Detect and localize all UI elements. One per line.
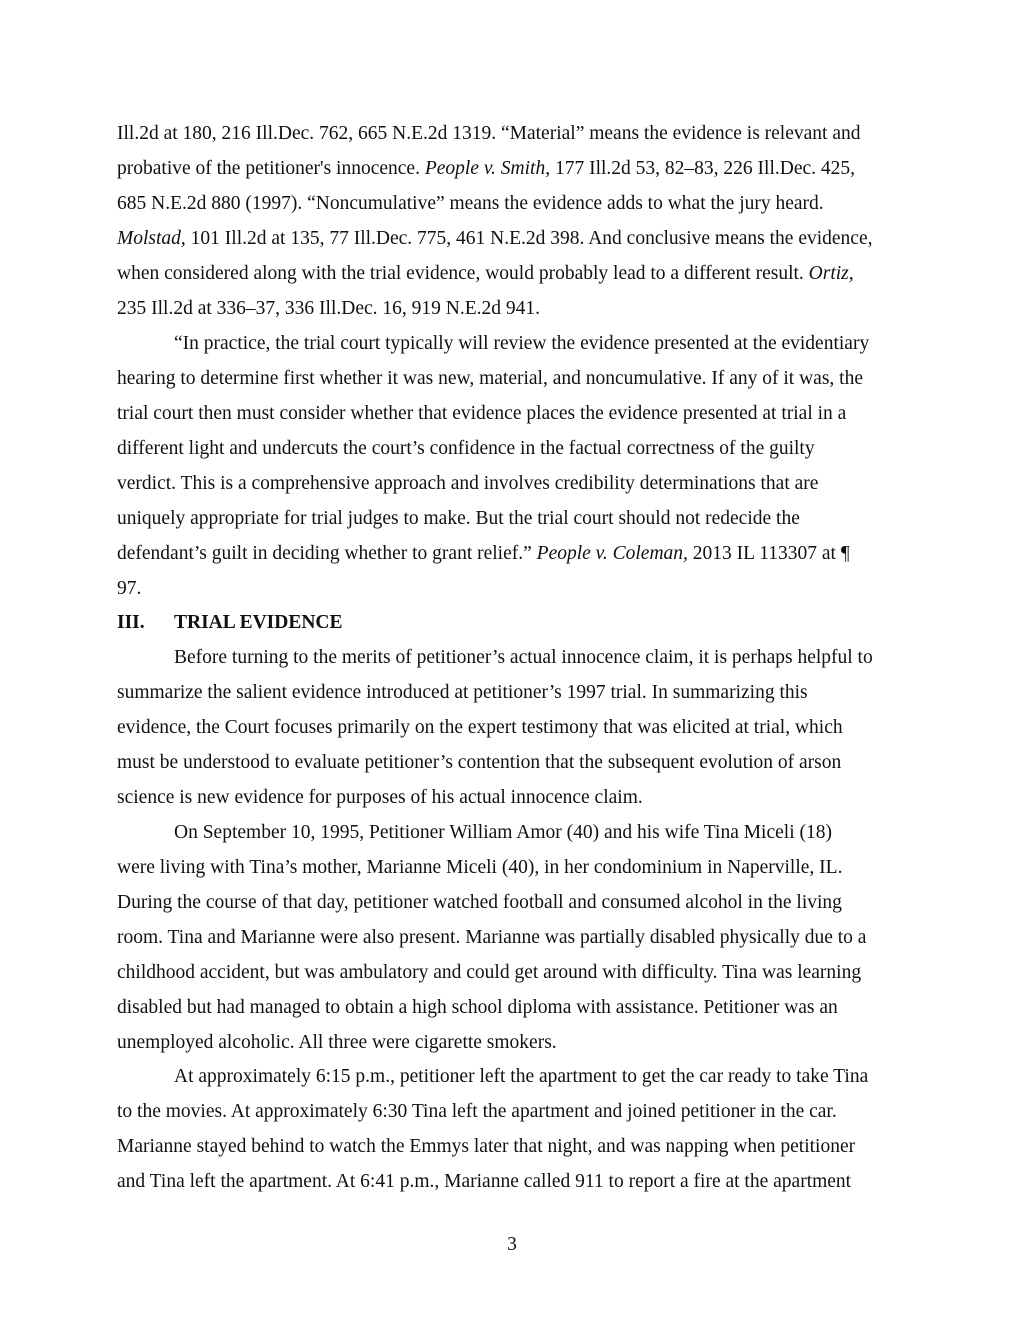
text-line: 235 Ill.2d at 336–37, 336 Ill.Dec. 16, 919 N.E.2d 941. [117, 298, 540, 319]
section-number: III. [117, 612, 145, 633]
text-line [117, 263, 854, 285]
case-citation: People v. Coleman, [536, 543, 688, 564]
text-line: During the course of that day, petitioner watched football and consumed alcohol in the living [117, 892, 842, 913]
text-line: “In practice, the trial court typically will review the evidence presented at the evidentiary [174, 333, 870, 354]
text-line: Ill.2d at 180, 216 Ill.Dec. 762, 665 N.E.2d 1319. “Material” means the evidence is relevant and [117, 123, 861, 144]
text-line: uniquely appropriate for trial judges to make. But the trial court should not redecide the [117, 508, 800, 529]
text-line: hearing to determine first whether it was new, material, and noncumulative. If any of it was, the [117, 368, 863, 389]
text-line: verdict. This is a comprehensive approach and involves credibility determinations that are [117, 473, 819, 494]
text-line: science is new evidence for purposes of his actual innocence claim. [117, 787, 643, 808]
text-line: trial court then must consider whether that evidence places the evidence presented at trial in a [117, 403, 847, 424]
text-run: probative of the petitioner's innocence. [117, 158, 425, 179]
text-run: 101 Ill.2d at 135, 77 Ill.Dec. 775, 461 N.E.2d 398. And conclusive means the evidence, [185, 228, 873, 249]
text-line: must be understood to evaluate petitioner’s contention that the subsequent evolution of arson [117, 752, 842, 773]
text-line: 685 N.E.2d 880 (1997). “Noncumulative” means the evidence adds to what the jury heard. [117, 193, 824, 214]
text-line: summarize the salient evidence introduced at petitioner’s 1997 trial. In summarizing this [117, 682, 808, 703]
text-line: On September 10, 1995, Petitioner William Amor (40) and his wife Tina Miceli (18) [174, 822, 832, 843]
text-line [117, 228, 873, 250]
text-line: and Tina left the apartment. At 6:41 p.m., Marianne called 911 to report a fire at the apartment [117, 1171, 852, 1192]
text-line [117, 158, 855, 180]
text-line: different light and undercuts the court’s confidence in the factual correctness of the guilty [117, 438, 815, 459]
text-line [117, 543, 850, 565]
text-line: childhood accident, but was ambulatory and could get around with difficulty. Tina was learning [117, 962, 862, 983]
text-run: defendant’s guilt in deciding whether to grant relief.” [117, 543, 537, 564]
text-line: 97. [117, 578, 142, 599]
text-run: 177 Ill.2d 53, 82–83, 226 Ill.Dec. 425, [550, 158, 856, 179]
case-citation: People v. Smith, [424, 158, 551, 179]
text-line: evidence, the Court focuses primarily on the expert testimony that was elicited at trial, which [117, 717, 843, 738]
text-line: Marianne stayed behind to watch the Emmys later that night, and was napping when petitioner [117, 1136, 856, 1157]
text-line: Before turning to the merits of petitioner’s actual innocence claim, it is perhaps helpful to [174, 647, 873, 668]
text-line: disabled but had managed to obtain a high school diploma with assistance. Petitioner was an [117, 997, 838, 1018]
section-heading [117, 612, 343, 634]
case-citation: Molstad, [117, 228, 186, 249]
page-number: 3 [507, 1234, 517, 1255]
text-line: were living with Tina’s mother, Marianne Miceli (40), in her condominium in Naperville, IL. [117, 857, 843, 878]
text-run: when considered along with the trial evidence, would probably lead to a different result. [117, 263, 809, 284]
text-line: room. Tina and Marianne were also present. Marianne was partially disabled physically due to a [117, 927, 867, 948]
text-run: 2013 IL 113307 at ¶ [687, 543, 850, 564]
text-line: to the movies. At approximately 6:30 Tina left the apartment and joined petitioner in the car. [117, 1101, 837, 1122]
text-line: unemployed alcoholic. All three were cigarette smokers. [117, 1032, 557, 1053]
section-title: TRIAL EVIDENCE [174, 612, 343, 633]
text-line: At approximately 6:15 p.m., petitioner left the apartment to get the car ready to take Tina [174, 1066, 869, 1087]
case-citation: Ortiz, [808, 263, 854, 284]
